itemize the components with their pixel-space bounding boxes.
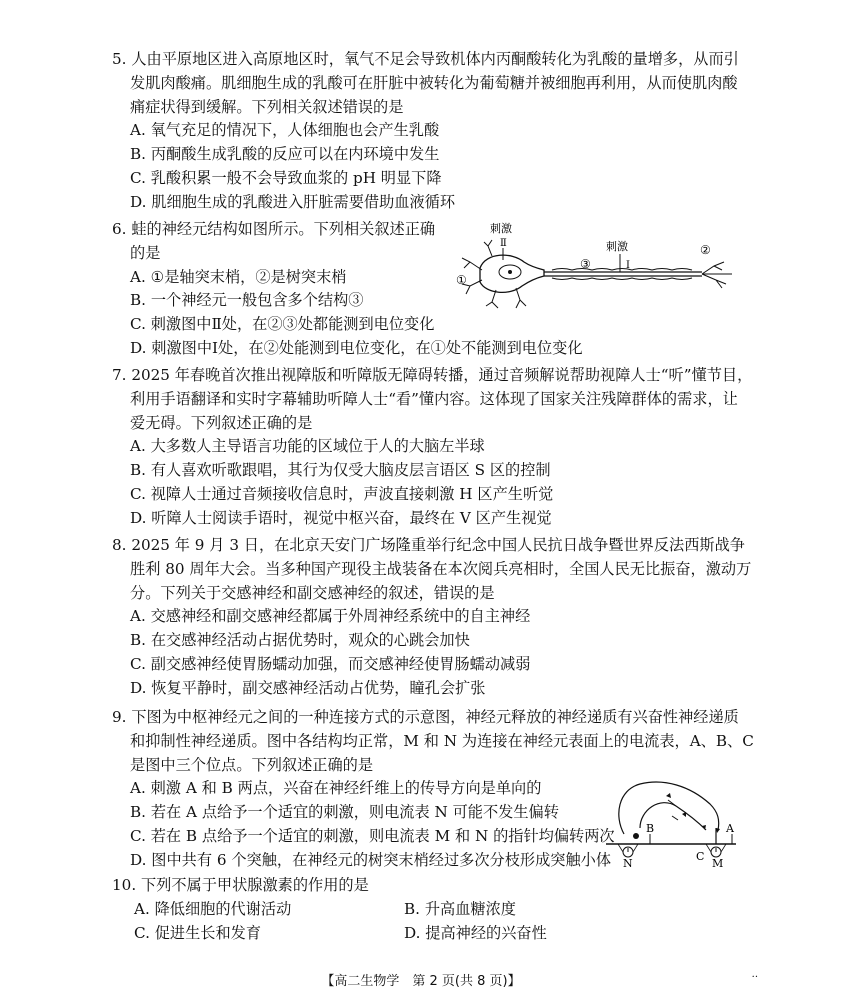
q8-option-a: A. 交感神经和副交感神经都属于外周神经系统中的自主神经 [130,607,531,626]
q5-option-a: A. 氧气充足的情况下，人体细胞也会产生乳酸 [130,121,440,140]
q9-option-d: D. 图中共有 6 个突触，在神经元的树突末梢经过多次分枝形成突触小体 [130,850,612,869]
q9-stem-line: 是图中三个位点。下列叙述正确的是 [130,755,373,774]
q8-option-d: D. 恢复平静时，副交感神经活动占优势，瞳孔会扩张 [130,678,486,697]
q9-stem-line: 和抑制性神经递质。图中各结构均正常，M 和 N 为连接在神经元表面上的电流表，A、B、C [130,731,754,750]
q9-option-c: C. 若在 B 点给予一个适宜的刺激，则电流表 M 和 N 的指针均偏转两次 [130,826,615,845]
fig-meter-n: N [623,857,633,868]
q10-option-c: C. 促进生长和发育 [134,923,262,942]
footer-mark: ·· [751,972,758,983]
q6-stem-line: 的是 [130,243,161,262]
fig-point-b: B [646,822,655,835]
q7-option-d: D. 听障人士阅读手语时，视觉中枢兴奋，最终在 V 区产生视觉 [130,508,552,527]
fig-point-a: A [726,822,734,835]
fig-meter-m: M [712,857,724,868]
q5-stem-line: 5. 人由平原地区进入高原地区时，氧气不足会导致机体内丙酮酸转化为乳酸的量增多，从而引 [112,50,739,68]
q5-stem-line: 发肌肉酸痛。肌细胞生成的乳酸可在肝脏中被转化为葡萄糖并被细胞再利用，从而使肌肉酸 [130,73,738,92]
q10-option-b: B. 升高血糖浓度 [404,899,516,918]
neural-circuit-figure [606,776,742,868]
fig-stim-mark-ii: Ⅱ [500,238,507,249]
q6-option-c: C. 刺激图中Ⅱ处，在②③处都能测到电位变化 [130,315,435,334]
q7-option-c: C. 视障人士通过音频接收信息时，声波直接刺激 H 区产生听觉 [130,484,554,503]
fig-stim-mark-i: Ⅰ [626,260,630,271]
q6-option-a: A. ①是轴突末梢，②是树突末梢 [130,267,347,286]
q7-stem-line: 7. 2025 年春晚首次推出视障版和听障版无障碍转播，通过音频解说帮助视障人士“听”懂节目， [112,366,753,384]
question-10 [112,874,742,945]
q10-options-row [112,898,742,922]
q10-option-d: D. 提高神经的兴奋性 [404,923,547,942]
q8-stem-line: 8. 2025 年 9 月 3 日，在北京天安门广场隆重举行纪念中国人民抗日战争暨世界反法西斯战争 [112,536,745,554]
q9-stem-line: 9. 下图为中枢神经元之间的一种连接方式的示意图，神经元释放的神经递质有兴奋性神经递质 [112,708,739,726]
q5-option-d: D. 肌细胞生成的乳酸进入肝脏需要借助血液循环 [130,192,456,211]
question-8 [112,534,752,701]
question-5 [112,48,742,215]
q6-option-b: B. 一个神经元一般包含多个结构③ [130,291,364,310]
fig-label-3: ③ [580,257,591,271]
fig-label-1: ① [456,273,467,287]
question-7 [112,364,753,531]
q10-stem: 10. 下列不属于甲状腺激素的作用的是 [112,876,369,894]
fig-label-2: ② [700,243,711,257]
neuron-figure [452,222,742,310]
q5-option-b: B. 丙酮酸生成乳酸的反应可以在内环境中发生 [130,145,440,164]
q9-option-a: A. 刺激 A 和 B 两点，兴奋在神经纤维上的传导方向是单向的 [130,779,542,798]
q8-stem-line: 胜利 80 周年大会。当多种国产现役主战装备在本次阅兵亮相时，全国人民无比振奋，激动万 [130,559,752,578]
q8-option-c: C. 副交感神经使胃肠蠕动加强，而交感神经使胃肠蠕动减弱 [130,654,531,673]
q5-stem-line: 痛症状得到缓解。下列相关叙述错误的是 [130,97,404,116]
fig-stim-label-i: 刺激 [606,240,628,253]
q6-stem-line: 6. 蛙的神经元结构如图所示。下列相关叙述正确 [112,220,436,238]
q7-stem-line: 爱无碍。下列叙述正确的是 [130,413,313,432]
fig-stim-label-ii: 刺激 [490,222,512,235]
q9-option-b: B. 若在 A 点给予一个适宜的刺激，则电流表 N 可能不发生偏转 [130,803,559,822]
q8-option-b: B. 在交感神经活动占据优势时，观众的心跳会加快 [130,631,470,650]
q7-option-a: A. 大多数人主导语言功能的区域位于人的大脑左半球 [130,437,485,456]
q7-option-b: B. 有人喜欢听歌跟唱，其行为仅受大脑皮层言语区 S 区的控制 [130,461,551,480]
q8-stem-line: 分。下列关于交感神经和副交感神经的叙述，错误的是 [130,583,495,602]
fig-point-c: C [696,850,705,863]
q7-stem-line: 利用手语翻译和实时字幕辅助听障人士“看”懂内容。这体现了国家关注残障群体的需求，让 [130,389,738,408]
page-footer: 【高二生物学 第 2 页(共 8 页)】 [321,974,521,989]
q10-options-row [112,922,742,946]
q6-option-d: D. 刺激图中Ⅰ处，在②处能测到电位变化，在①处不能测到电位变化 [130,338,583,357]
q10-option-a: A. 降低细胞的代谢活动 [134,899,292,918]
q5-option-c: C. 乳酸积累一般不会导致血浆的 pH 明显下降 [130,168,442,187]
